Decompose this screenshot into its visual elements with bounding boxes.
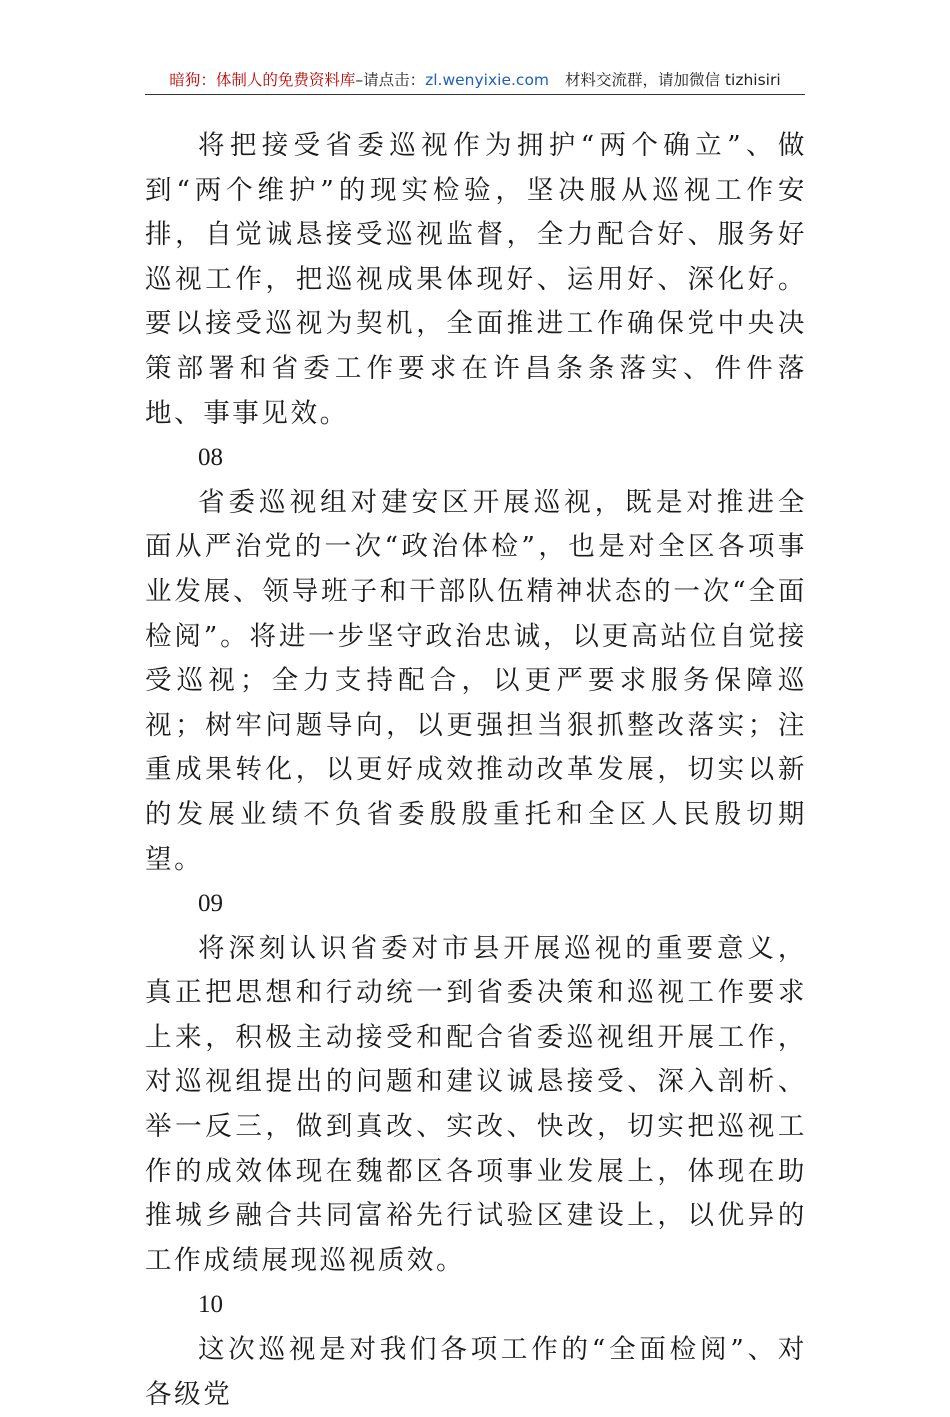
header-wechat-note: 材料交流群，请加微信 tizhisiri: [565, 71, 781, 89]
paragraph-intro: 将把接受省委巡视作为拥护“两个确立”、做到“两个维护”的现实检验，坚决服从巡视工作安排，自觉诚恳接受巡视监督，全力配合好、服务好巡视工作，把巡视成果体现好、运用好、深化好。要以接受巡视为契机，全面推进工作确保党中央决策部署和省委工作要求在许昌条条落实、件件落地、事事见效。: [145, 130, 807, 429]
paragraph-10: 这次巡视是对我们各项工作的“全面检阅”、对各级党: [145, 1334, 807, 1410]
header-url-link[interactable]: zl.wenyixie.com: [425, 71, 550, 89]
page-header: [145, 66, 805, 95]
section-number-08: 08: [198, 444, 223, 472]
paragraph-08: 省委巡视组对建安区开展巡视，既是对推进全面从严治党的一次“政治体检”，也是对全区各项事业发展、领导班子和干部队伍精神状态的一次“全面检阅”。将进一步坚守政治忠诚，以更高站位自觉接受巡视；全力支持配合，以更严要求服务保障巡视；树牢问题导向，以更强担当狠抓整改落实；注重成果转化，以更好成效推动改革发展，切实以新的发展业绩不负省委殷殷重托和全区人民殷切期望。: [145, 486, 807, 875]
paragraph-09: 将深刻认识省委对市县开展巡视的重要意义，真正把思想和行动统一到省委决策和巡视工作要求上来，积极主动接受和配合省委巡视组开展工作，对巡视组提出的问题和建议诚恳接受、深入剖析、举一反三，做到真改、实改、快改，切实把巡视工作的成效体现在魏都区各项事业发展上，体现在助推城乡融合共同富裕先行试验区建设上，以优异的工作成绩展现巡视质效。: [145, 932, 807, 1276]
header-brand: 暗狗：体制人的免费资料库: [169, 71, 356, 89]
section-number-09: 09: [198, 890, 223, 918]
section-number-10: 10: [198, 1291, 223, 1319]
document-body: [145, 124, 807, 1417]
header-link-prefix: –请点击：: [355, 71, 426, 89]
